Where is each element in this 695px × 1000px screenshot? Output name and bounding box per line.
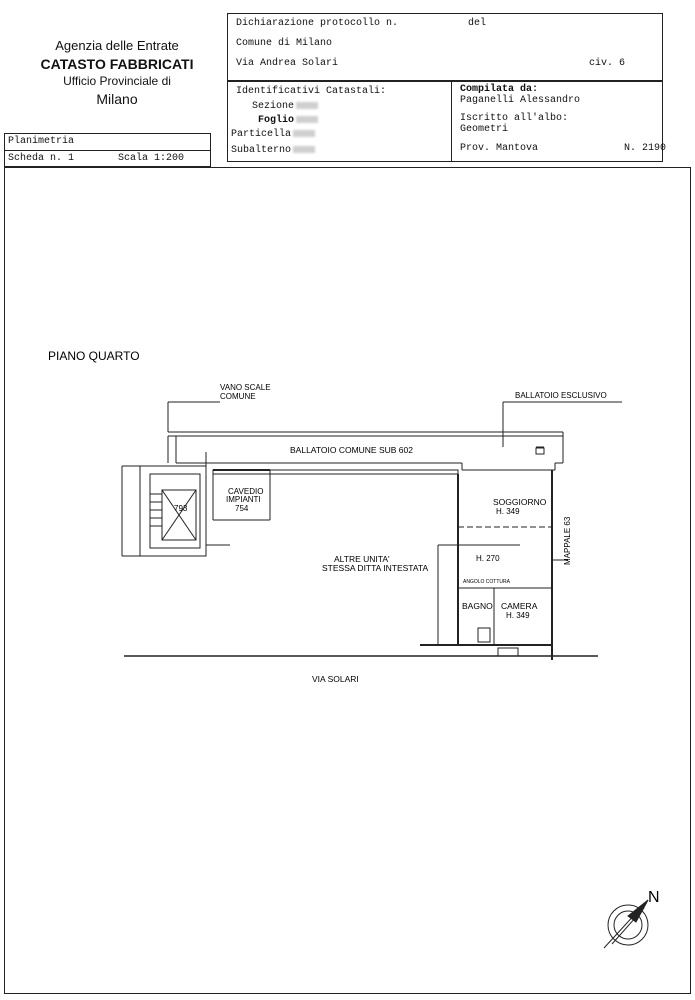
stair-number: 793 <box>174 504 188 513</box>
vano-scale-label: VANO SCALE <box>220 383 271 392</box>
agency-name: Agenzia delle Entrate <box>55 38 179 53</box>
camera-label: CAMERA <box>501 601 538 611</box>
comune-label: Comune di Milano <box>236 38 333 49</box>
h270-label: H. 270 <box>476 554 500 563</box>
north-label: N <box>648 889 660 906</box>
scheda-label: Scheda n. 1 <box>8 153 75 164</box>
ballatoio-esclusivo-label: BALLATOIO ESCLUSIVO <box>515 391 607 400</box>
altre-unita-label: ALTRE UNITA' <box>334 554 390 564</box>
office-city: Milano <box>96 91 138 107</box>
catasto-title: CATASTO FABBRICATI <box>40 56 194 72</box>
compiler-number: N. 2190 <box>624 143 667 154</box>
mappale-label: MAPPALE 63 <box>563 516 572 565</box>
sezione-label: Sezione <box>252 101 295 112</box>
compiler-name: Paganelli Alessandro <box>460 95 581 106</box>
bagno-label: BAGNO <box>462 601 493 611</box>
civ-label: civ. 6 <box>589 58 626 69</box>
address-label: Via Andrea Solari <box>236 58 339 69</box>
camera-height: H. 349 <box>506 611 530 620</box>
albo-value: Geometri <box>460 124 509 135</box>
cavedio-label: CAVEDIO <box>228 487 264 496</box>
subalterno-label: Subalterno <box>231 145 292 156</box>
identifiers-title: Identificativi Catastali: <box>236 86 387 97</box>
scala-label: Scala 1:200 <box>118 153 185 164</box>
particella-label: Particella <box>231 129 292 140</box>
floor-label: PIANO QUARTO <box>48 349 140 363</box>
street-label: VIA SOLARI <box>312 674 359 684</box>
prov-label: Prov. Mantova <box>460 143 539 154</box>
cavedio-number: 754 <box>235 504 249 513</box>
albo-label: Iscritto all'albo: <box>460 113 569 124</box>
vano-scale-label-2: COMUNE <box>220 392 256 401</box>
del-label: del <box>468 18 487 29</box>
compiler-label: Compilata da: <box>460 84 539 95</box>
altre-unita-label-2: STESSA DITTA INTESTATA <box>322 563 429 573</box>
cavedio-label-2: IMPIANTI <box>226 495 261 504</box>
office-label: Ufficio Provinciale di <box>63 74 171 88</box>
angolo-cottura-label: ANGOLO COTTURA <box>463 579 510 585</box>
soggiorno-height: H. 349 <box>496 507 520 516</box>
protocol-label: Dichiarazione protocollo n. <box>236 18 399 29</box>
ballatoio-comune-label: BALLATOIO COMUNE SUB 602 <box>290 445 413 455</box>
sheet-type: Planimetria <box>8 136 75 147</box>
soggiorno-label: SOGGIORNO <box>493 497 547 507</box>
foglio-label: Foglio <box>258 115 295 126</box>
